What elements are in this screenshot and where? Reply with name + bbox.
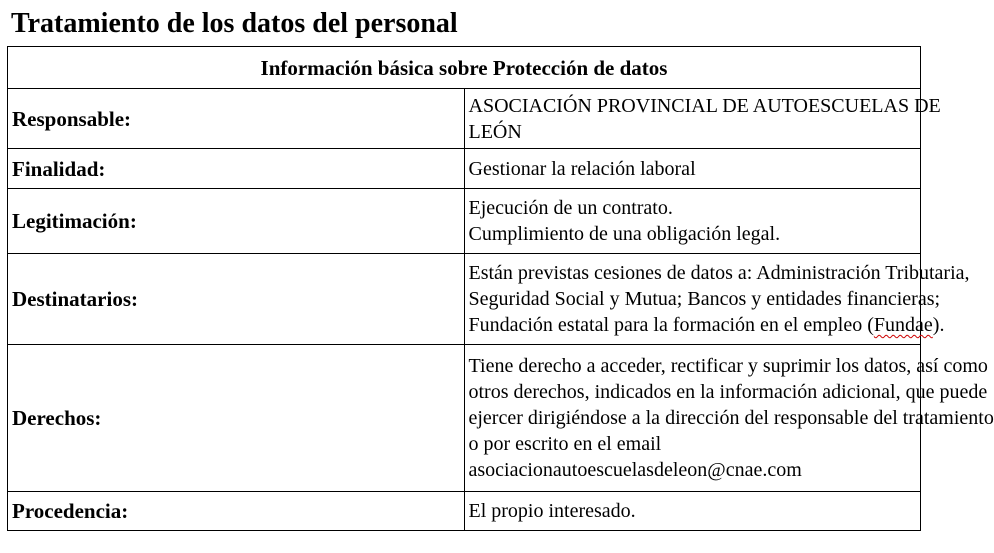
value-line: Gestionar la relación laboral [468, 157, 696, 180]
label-derechos: Derechos: [8, 345, 465, 492]
value-text: ). [932, 314, 945, 336]
label-destinatarios: Destinatarios: [8, 254, 465, 345]
data-protection-table [7, 46, 994, 531]
table-row-finalidad [8, 149, 921, 189]
table-row-legitimacion [8, 189, 921, 254]
table-heading-row [8, 47, 921, 89]
table-row-procedencia [8, 492, 921, 531]
value-procedencia [464, 492, 921, 531]
value-line: Tiene derecho a acceder, rectificar y suprimir los datos, así como [468, 355, 988, 377]
spellcheck-underlined-word: Fundae [873, 314, 933, 336]
value-line: LEÓN [468, 120, 522, 143]
contact-email: asociacionautoescuelasdeleon@cnae.com [468, 459, 802, 481]
value-line: ejercer dirigiéndose a la dirección del responsable del tratamiento [468, 407, 994, 429]
value-line: o por escrito en el email [468, 433, 662, 455]
table-row-destinatarios [8, 254, 921, 345]
value-line: otros derechos, indicados en la información adicional, que puede [468, 381, 988, 403]
value-line: ASOCIACIÓN PROVINCIAL DE AUTOESCUELAS DE [468, 94, 941, 117]
value-line: Cumplimiento de una obligación legal. [468, 223, 781, 245]
value-responsable [464, 89, 941, 149]
table-row-derechos [8, 345, 921, 492]
value-line: Están previstas cesiones de datos a: Administración Tributaria, [468, 262, 970, 284]
table-heading: Información básica sobre Protección de datos [8, 47, 921, 89]
label-legitimacion: Legitimación: [8, 189, 465, 254]
table-row-responsable [8, 89, 921, 149]
page-title: Tratamiento de los datos del personal [11, 8, 458, 39]
value-line: El propio interesado. [468, 500, 636, 522]
value-legitimacion [464, 189, 921, 254]
value-text: Fundación estatal para la formación en el empleo ( [468, 314, 874, 336]
label-finalidad: Finalidad: [8, 149, 465, 189]
value-line: Seguridad Social y Mutua; Bancos y entidades financieras; [468, 288, 941, 310]
label-responsable: Responsable: [8, 89, 465, 149]
value-destinatarios [464, 254, 970, 345]
value-finalidad [464, 149, 921, 189]
label-procedencia: Procedencia: [8, 492, 465, 531]
value-line: Ejecución de un contrato. [468, 197, 673, 219]
value-derechos [464, 345, 994, 492]
value-line [468, 312, 945, 338]
